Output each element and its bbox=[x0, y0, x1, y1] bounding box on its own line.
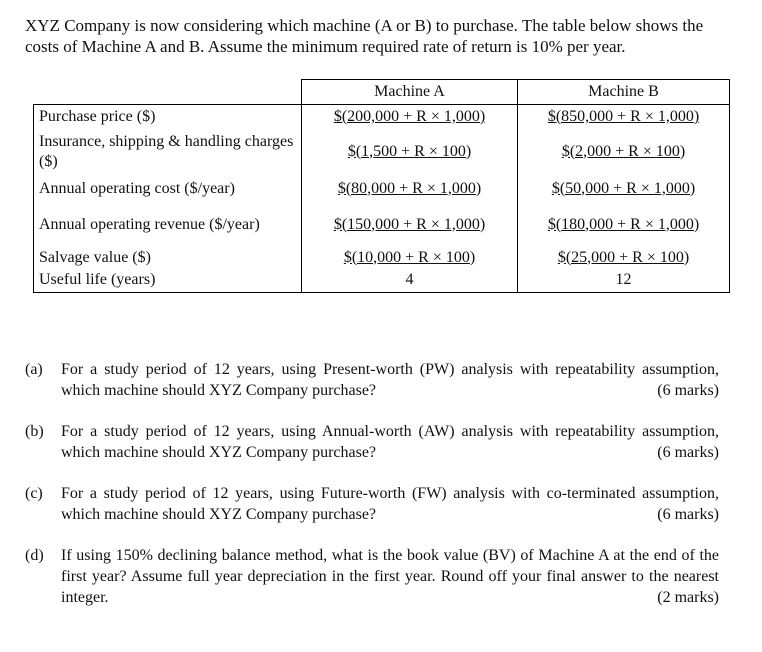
question-tag: (b) bbox=[25, 423, 44, 440]
question-tag: (d) bbox=[25, 547, 44, 564]
table-row bbox=[34, 175, 730, 203]
question-text: For a study period of 12 years, using Future-worth (FW) analysis with co-terminated assumption, which machine should XYZ Company purchase? bbox=[61, 485, 719, 523]
machine-b-value: $(2,000 + R × 100) bbox=[518, 129, 730, 175]
row-label: Salvage value ($) bbox=[34, 247, 302, 269]
table-row bbox=[34, 269, 730, 293]
question-b bbox=[25, 421, 719, 463]
question-marks: (2 marks) bbox=[657, 589, 719, 606]
header-machine-a: Machine A bbox=[302, 80, 518, 105]
machine-a-value: $(80,000 + R × 1,000) bbox=[302, 175, 518, 203]
machine-b-value: $(50,000 + R × 1,000) bbox=[518, 175, 730, 203]
intro-paragraph: XYZ Company is now considering which machine (A or B) to purchase. The table below shows the costs of Machine A and B. Assume the minimum required rate of return is 10% per year. bbox=[25, 16, 704, 56]
header-blank-cell bbox=[34, 80, 302, 105]
table-row bbox=[34, 203, 730, 247]
table-row bbox=[34, 105, 730, 129]
row-label: Annual operating cost ($/year) bbox=[34, 175, 302, 203]
machine-a-value: $(10,000 + R × 100) bbox=[302, 247, 518, 269]
question-d bbox=[25, 545, 719, 608]
question-text: If using 150% declining balance method, what is the book value (BV) of Machine A at the end of the first year? Assume full year depreciation in the first year. Round off your final answer to the nearest integer. bbox=[61, 547, 719, 606]
question-marks: (6 marks) bbox=[657, 444, 719, 461]
machine-a-value: $(150,000 + R × 1,000) bbox=[302, 203, 518, 247]
machine-a-value: $(1,500 + R × 100) bbox=[302, 129, 518, 175]
question-text: For a study period of 12 years, using Annual-worth (AW) analysis with repeatability assumption, which machine should XYZ Company purchase? bbox=[61, 423, 719, 461]
machine-b-value: $(850,000 + R × 1,000) bbox=[518, 105, 730, 129]
question-marks: (6 marks) bbox=[657, 382, 719, 399]
question-c bbox=[25, 483, 719, 525]
question-tag: (a) bbox=[25, 361, 43, 378]
machine-b-value: $(25,000 + R × 100) bbox=[518, 247, 730, 269]
question-tag: (c) bbox=[25, 485, 43, 502]
machine-a-value: 4 bbox=[302, 269, 518, 293]
table-row bbox=[34, 247, 730, 269]
machine-b-value: 12 bbox=[518, 269, 730, 293]
question-marks: (6 marks) bbox=[657, 506, 719, 523]
row-label: Purchase price ($) bbox=[34, 105, 302, 129]
machine-a-value: $(200,000 + R × 1,000) bbox=[302, 105, 518, 129]
row-label: Useful life (years) bbox=[34, 269, 302, 293]
row-label: Annual operating revenue ($/year) bbox=[34, 203, 302, 247]
header-machine-b: Machine B bbox=[518, 80, 730, 105]
machine-b-value: $(180,000 + R × 1,000) bbox=[518, 203, 730, 247]
cost-table bbox=[33, 79, 730, 293]
row-label: Insurance, shipping & handling charges ($) bbox=[34, 129, 302, 175]
question-a bbox=[25, 359, 719, 401]
table-row bbox=[34, 129, 730, 175]
table-header-row bbox=[34, 80, 730, 105]
question-text: For a study period of 12 years, using Present-worth (PW) analysis with repeatability assumption, which machine should XYZ Company purchase? bbox=[61, 361, 719, 399]
